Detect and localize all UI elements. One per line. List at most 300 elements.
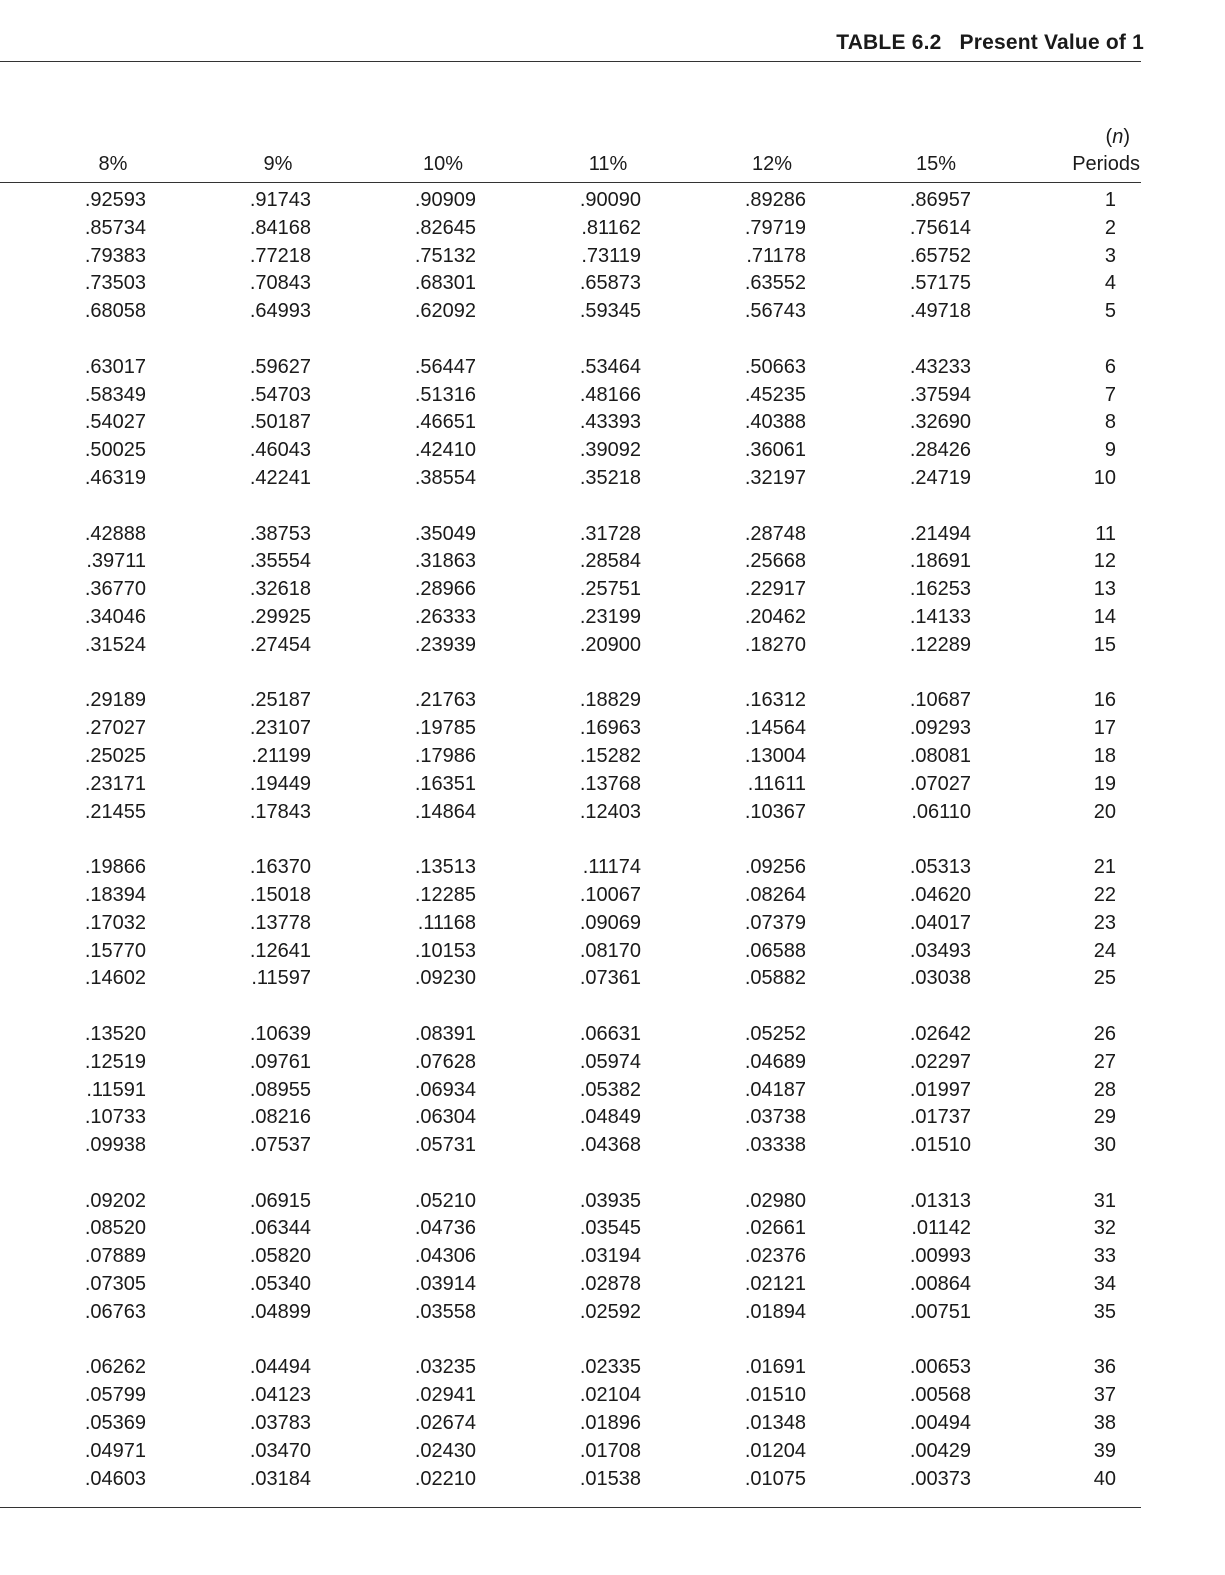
table-cell: .06304 — [414, 1106, 476, 1129]
table-cell: .01075 — [744, 1467, 806, 1490]
table-cell: .02661 — [744, 1217, 806, 1240]
table-cell: .15282 — [579, 744, 641, 767]
table-cell: .14864 — [414, 800, 476, 823]
table-cell: .13778 — [249, 911, 311, 934]
table-cell: .26333 — [414, 605, 476, 628]
table-cell: .02121 — [744, 1273, 806, 1296]
table-cell: .11597 — [251, 967, 311, 990]
table-cell: .71178 — [746, 244, 806, 267]
table-cell: .16253 — [909, 578, 971, 601]
period-cell: 40 — [1093, 1467, 1116, 1490]
table-row — [0, 243, 1141, 271]
table-cell: .01510 — [744, 1384, 806, 1407]
table-cell: .18829 — [579, 689, 641, 712]
table-cell: .04017 — [909, 911, 971, 934]
table-cell: .03470 — [249, 1439, 311, 1462]
table-row — [0, 965, 1141, 993]
table-cell: .84168 — [249, 216, 311, 239]
table-cell: .21455 — [84, 800, 146, 823]
table-cell: .15770 — [84, 939, 146, 962]
table-cell: .00494 — [909, 1412, 971, 1435]
table-cell: .00751 — [909, 1300, 971, 1323]
table-cell: .11591 — [86, 1078, 146, 1101]
table-cell: .31863 — [414, 550, 476, 573]
table-cell: .09230 — [414, 967, 476, 990]
table-cell: .46319 — [84, 466, 146, 489]
table-cell: .02980 — [744, 1189, 806, 1212]
table-cell: .90909 — [414, 189, 476, 211]
table-cell: .11174 — [582, 856, 641, 879]
table-cell: .07889 — [84, 1245, 146, 1268]
table-cell: .86957 — [909, 189, 971, 211]
table-cell: .77218 — [249, 244, 311, 267]
table-cell: .79383 — [84, 244, 146, 267]
table-cell: .32618 — [249, 578, 311, 601]
table-cell: .79719 — [744, 216, 806, 239]
table-cell: .50187 — [249, 411, 311, 434]
table-cell: .01997 — [909, 1078, 971, 1101]
period-cell: 9 — [1104, 439, 1116, 462]
table-cell: .35218 — [579, 466, 641, 489]
table-cell: .31524 — [84, 633, 146, 656]
table-cell: .91743 — [249, 189, 311, 211]
table-cell: .17986 — [414, 744, 476, 767]
table-cell: .09069 — [579, 911, 641, 934]
table-cell: .04187 — [744, 1078, 806, 1101]
table-number: TABLE 6.2 — [836, 31, 942, 54]
table-cell: .10067 — [579, 883, 641, 906]
period-cell: 14 — [1093, 605, 1116, 628]
table-cell: .22917 — [744, 578, 806, 601]
table-cell: .58349 — [84, 383, 146, 406]
table-cell: .38554 — [414, 466, 476, 489]
period-cell: 3 — [1104, 244, 1116, 267]
table-cell: .56743 — [744, 300, 806, 323]
table-cell: .02376 — [744, 1245, 806, 1268]
table-cell: .03235 — [414, 1356, 476, 1379]
table-cell: .23199 — [579, 605, 641, 628]
table-cell: .05252 — [744, 1022, 806, 1045]
table-cell: .01510 — [909, 1134, 971, 1157]
period-cell: 18 — [1093, 744, 1116, 767]
table-cell: .05799 — [84, 1384, 146, 1407]
table-cell: .31728 — [579, 522, 641, 545]
table-cell: .00993 — [909, 1245, 971, 1268]
period-cell: 33 — [1093, 1245, 1116, 1268]
table-cell: .75132 — [414, 244, 476, 267]
table-cell: .06934 — [414, 1078, 476, 1101]
table-cell: .05382 — [579, 1078, 641, 1101]
table-row — [0, 548, 1141, 576]
table-cell: .45235 — [744, 383, 806, 406]
table-cell: .53464 — [579, 355, 641, 378]
table-cell: .06262 — [84, 1356, 146, 1379]
table-cell: .09938 — [84, 1134, 146, 1157]
period-cell: 34 — [1093, 1273, 1116, 1296]
table-row — [0, 1438, 1141, 1466]
table-cell: .68301 — [414, 272, 476, 295]
table-cell: .04899 — [249, 1300, 311, 1323]
table-cell: .82645 — [414, 216, 476, 239]
period-cell: 10 — [1093, 466, 1116, 489]
table-cell: .25025 — [84, 744, 146, 767]
table-cell: .39711 — [86, 550, 146, 573]
table-cell: .02297 — [909, 1050, 971, 1073]
table-cell: .54703 — [249, 383, 311, 406]
table-row — [0, 715, 1141, 743]
table-cell: .02430 — [414, 1439, 476, 1462]
table-cell: .51316 — [414, 383, 476, 406]
table-cell: .16351 — [414, 772, 476, 795]
table-cell: .00373 — [909, 1467, 971, 1490]
table-row — [0, 298, 1141, 326]
table-cell: .85734 — [84, 216, 146, 239]
table-row — [0, 687, 1141, 715]
table-cell: .19449 — [249, 772, 311, 795]
table-cell: .54027 — [84, 411, 146, 434]
table-cell: .05731 — [414, 1134, 476, 1157]
table-cell: .02592 — [579, 1300, 641, 1323]
period-cell: 5 — [1104, 300, 1116, 323]
table-cell: .07361 — [579, 967, 641, 990]
table-cell: .00653 — [909, 1356, 971, 1379]
period-cell: 35 — [1093, 1300, 1116, 1323]
table-row — [0, 1132, 1141, 1160]
table-cell: .10687 — [909, 689, 971, 712]
table-cell: .28966 — [414, 578, 476, 601]
table-cell: .10367 — [744, 800, 806, 823]
table-cell: .10153 — [414, 939, 476, 962]
table-cell: .13768 — [579, 772, 641, 795]
table-cell: .06631 — [579, 1022, 641, 1045]
table-cell: .01538 — [579, 1467, 641, 1490]
table-cell: .17032 — [84, 911, 146, 934]
period-cell: 38 — [1093, 1412, 1116, 1435]
table-row — [0, 1243, 1141, 1271]
table-cell: .06915 — [249, 1189, 311, 1212]
period-cell: 37 — [1093, 1384, 1116, 1407]
table-cell: .75614 — [909, 216, 971, 239]
table-cell: .07379 — [744, 911, 806, 934]
table-cell: .63552 — [744, 272, 806, 295]
table-cell: .48166 — [579, 383, 641, 406]
table-cell: .06110 — [911, 800, 971, 823]
table-row — [0, 938, 1141, 966]
table-row — [0, 1382, 1141, 1410]
table-cell: .21199 — [251, 744, 311, 767]
table-cell: .81162 — [581, 216, 641, 239]
period-cell: 26 — [1093, 1022, 1116, 1045]
table-cell: .23171 — [84, 772, 146, 795]
column-header-9pct: 9% — [263, 153, 293, 175]
table-cell: .46043 — [249, 439, 311, 462]
period-cell: 8 — [1104, 411, 1116, 434]
period-cell: 15 — [1093, 633, 1116, 656]
table-cell: .12289 — [909, 633, 971, 656]
period-cell: 19 — [1093, 772, 1116, 795]
table-row — [0, 632, 1141, 660]
table-cell: .59345 — [579, 300, 641, 323]
table-cell: .35049 — [414, 522, 476, 545]
table-cell: .13004 — [744, 744, 806, 767]
table-cell: .07305 — [84, 1273, 146, 1296]
period-cell: 4 — [1104, 272, 1116, 295]
column-header-11pct: 11% — [588, 153, 628, 175]
table-row — [0, 771, 1141, 799]
table-cell: .01204 — [744, 1439, 806, 1462]
period-cell: 23 — [1093, 911, 1116, 934]
table-row — [0, 910, 1141, 938]
period-cell: 25 — [1093, 967, 1116, 990]
table-cell: .42888 — [84, 522, 146, 545]
table-cell: .43393 — [579, 411, 641, 434]
table-row — [0, 1215, 1141, 1243]
table-cell: .04689 — [744, 1050, 806, 1073]
table-row — [0, 270, 1141, 298]
period-cell: 36 — [1093, 1356, 1116, 1379]
table-cell: .13520 — [84, 1022, 146, 1045]
table-cell: .73119 — [581, 244, 641, 267]
table-cell: .34046 — [84, 605, 146, 628]
table-row — [0, 354, 1141, 382]
table-cell: .63017 — [84, 355, 146, 378]
table-cell: .46651 — [414, 411, 476, 434]
table-cell: .25751 — [579, 578, 641, 601]
table-cell: .06763 — [84, 1300, 146, 1323]
table-row — [0, 576, 1141, 604]
table-row — [0, 799, 1141, 827]
table-cell: .62092 — [414, 300, 476, 323]
n-label: (n) — [1105, 126, 1130, 148]
table-row — [0, 437, 1141, 465]
table-cell: .04971 — [84, 1439, 146, 1462]
table-row — [0, 1354, 1141, 1382]
column-header-12pct: 12% — [751, 153, 793, 175]
table-cell: .70843 — [249, 272, 311, 295]
table-cell: .24719 — [909, 466, 971, 489]
table-cell: .03558 — [414, 1300, 476, 1323]
table-row — [0, 604, 1141, 632]
period-cell: 1 — [1104, 189, 1116, 211]
table-cell: .03545 — [579, 1217, 641, 1240]
table-cell: .11611 — [747, 772, 806, 795]
table-row — [0, 1299, 1141, 1327]
period-cell: 30 — [1093, 1134, 1116, 1157]
period-cell: 24 — [1093, 939, 1116, 962]
table-cell: .09293 — [909, 717, 971, 740]
table-cell: .03738 — [744, 1106, 806, 1129]
table-cell: .08391 — [414, 1022, 476, 1045]
column-header-10pct: 10% — [422, 153, 464, 175]
table-row — [0, 1271, 1141, 1299]
table-cell: .02210 — [414, 1467, 476, 1490]
table-cell: .01737 — [909, 1106, 971, 1129]
table-cell: .43233 — [909, 355, 971, 378]
table-cell: .25668 — [744, 550, 806, 573]
period-cell: 28 — [1093, 1078, 1116, 1101]
column-header-15pct: 15% — [915, 153, 957, 175]
table-cell: .56447 — [414, 355, 476, 378]
table-cell: .14602 — [84, 967, 146, 990]
period-cell: 22 — [1093, 883, 1116, 906]
table-row — [0, 409, 1141, 437]
table-cell: .90090 — [579, 189, 641, 211]
table-cell: .16370 — [249, 856, 311, 879]
table-row — [0, 854, 1141, 882]
table-cell: .57175 — [909, 272, 971, 295]
table-row — [0, 1077, 1141, 1105]
table-cell: .04123 — [249, 1384, 311, 1407]
table-cell: .65752 — [909, 244, 971, 267]
table-cell: .18394 — [84, 883, 146, 906]
table-cell: .16963 — [579, 717, 641, 740]
table-row — [0, 1021, 1141, 1049]
table-cell: .04603 — [84, 1467, 146, 1490]
table-row — [0, 382, 1141, 410]
table-cell: .39092 — [579, 439, 641, 462]
table-cell: .36061 — [744, 439, 806, 462]
table-cell: .12641 — [249, 939, 311, 962]
period-cell: 6 — [1104, 355, 1116, 378]
table-cell: .05882 — [744, 967, 806, 990]
period-cell: 13 — [1093, 578, 1116, 601]
table-title-text: Present Value of 1 — [959, 31, 1144, 54]
table-cell: .05313 — [909, 856, 971, 879]
table-cell: .08216 — [249, 1106, 311, 1129]
column-header-8pct: 8% — [98, 153, 128, 175]
table-cell: .08170 — [579, 939, 641, 962]
table-cell: .04368 — [579, 1134, 641, 1157]
table-cell: .12519 — [84, 1050, 146, 1073]
table-cell: .40388 — [744, 411, 806, 434]
table-cell: .73503 — [84, 272, 146, 295]
table-cell: .07628 — [414, 1050, 476, 1073]
table-cell: .01691 — [744, 1356, 806, 1379]
table-cell: .08520 — [84, 1217, 146, 1240]
table-cell: .64993 — [249, 300, 311, 323]
table-cell: .28426 — [909, 439, 971, 462]
table-cell: .02642 — [909, 1022, 971, 1045]
table-cell: .38753 — [249, 522, 311, 545]
table-title — [836, 31, 1144, 55]
table-cell: .09256 — [744, 856, 806, 879]
periods-header: Periods — [1072, 153, 1140, 175]
table-cell: .92593 — [84, 189, 146, 211]
table-cell: .12285 — [414, 883, 476, 906]
table-cell: .25187 — [249, 689, 311, 712]
table-cell: .00864 — [909, 1273, 971, 1296]
period-cell: 16 — [1093, 689, 1116, 712]
table-cell: .21763 — [414, 689, 476, 712]
table-cell: .03783 — [249, 1412, 311, 1435]
table-cell: .20900 — [579, 633, 641, 656]
header-rule — [0, 182, 1141, 183]
table-cell: .00568 — [909, 1384, 971, 1407]
period-cell: 32 — [1093, 1217, 1116, 1240]
table-cell: .23939 — [414, 633, 476, 656]
table-cell: .02335 — [579, 1356, 641, 1379]
table-cell: .02104 — [579, 1384, 641, 1407]
table-cell: .21494 — [909, 522, 971, 545]
table-cell: .28584 — [579, 550, 641, 573]
table-row — [0, 521, 1141, 549]
table-cell: .23107 — [249, 717, 311, 740]
period-cell: 39 — [1093, 1439, 1116, 1462]
table-cell: .89286 — [744, 189, 806, 211]
table-cell: .09761 — [249, 1050, 311, 1073]
table-cell: .01896 — [579, 1412, 641, 1435]
table-cell: .09202 — [84, 1189, 146, 1212]
period-cell: 12 — [1093, 550, 1116, 573]
table-row — [0, 882, 1141, 910]
table-cell: .18270 — [744, 633, 806, 656]
table-cell: .03935 — [579, 1189, 641, 1212]
period-cell: 21 — [1093, 856, 1116, 879]
period-cell: 20 — [1093, 800, 1116, 823]
table-cell: .06588 — [744, 939, 806, 962]
table-cell: .04736 — [414, 1217, 476, 1240]
table-cell: .15018 — [249, 883, 311, 906]
table-cell: .08264 — [744, 883, 806, 906]
table-cell: .36770 — [84, 578, 146, 601]
period-cell: 27 — [1093, 1050, 1116, 1073]
table-cell: .03184 — [249, 1467, 311, 1490]
table-cell: .29925 — [249, 605, 311, 628]
table-cell: .05369 — [84, 1412, 146, 1435]
table-cell: .27027 — [84, 717, 146, 740]
table-cell: .01313 — [909, 1189, 971, 1212]
table-cell: .05210 — [414, 1189, 476, 1212]
table-cell: .05974 — [579, 1050, 641, 1073]
table-cell: .16312 — [744, 689, 806, 712]
table-cell: .32690 — [909, 411, 971, 434]
table-cell: .37594 — [909, 383, 971, 406]
table-cell: .03338 — [744, 1134, 806, 1157]
table-row — [0, 743, 1141, 771]
top-rule — [0, 61, 1141, 62]
table-cell: .50663 — [744, 355, 806, 378]
table-cell: .14133 — [909, 605, 971, 628]
table-cell: .07537 — [249, 1134, 311, 1157]
period-cell: 17 — [1093, 717, 1116, 740]
table-cell: .03493 — [909, 939, 971, 962]
table-row — [0, 1466, 1141, 1494]
period-cell: 31 — [1093, 1189, 1116, 1212]
table-cell: .07027 — [909, 772, 971, 795]
table-cell: .13513 — [414, 856, 476, 879]
table-cell: .01348 — [744, 1412, 806, 1435]
table-cell: .10733 — [84, 1106, 146, 1129]
table-cell: .35554 — [249, 550, 311, 573]
table-cell: .19785 — [414, 717, 476, 740]
table-cell: .03914 — [414, 1273, 476, 1296]
table-cell: .18691 — [909, 550, 971, 573]
table-cell: .04620 — [909, 883, 971, 906]
period-cell: 7 — [1104, 383, 1116, 406]
table-row — [0, 1188, 1141, 1216]
table-cell: .12403 — [579, 800, 641, 823]
table-cell: .10639 — [249, 1022, 311, 1045]
table-cell: .04849 — [579, 1106, 641, 1129]
table-cell: .14564 — [744, 717, 806, 740]
table-cell: .06344 — [249, 1217, 311, 1240]
table-cell: .03194 — [579, 1245, 641, 1268]
table-cell: .19866 — [84, 856, 146, 879]
table-cell: .50025 — [84, 439, 146, 462]
bottom-rule — [0, 1507, 1141, 1508]
table-cell: .08955 — [249, 1078, 311, 1101]
table-cell: .03038 — [909, 967, 971, 990]
